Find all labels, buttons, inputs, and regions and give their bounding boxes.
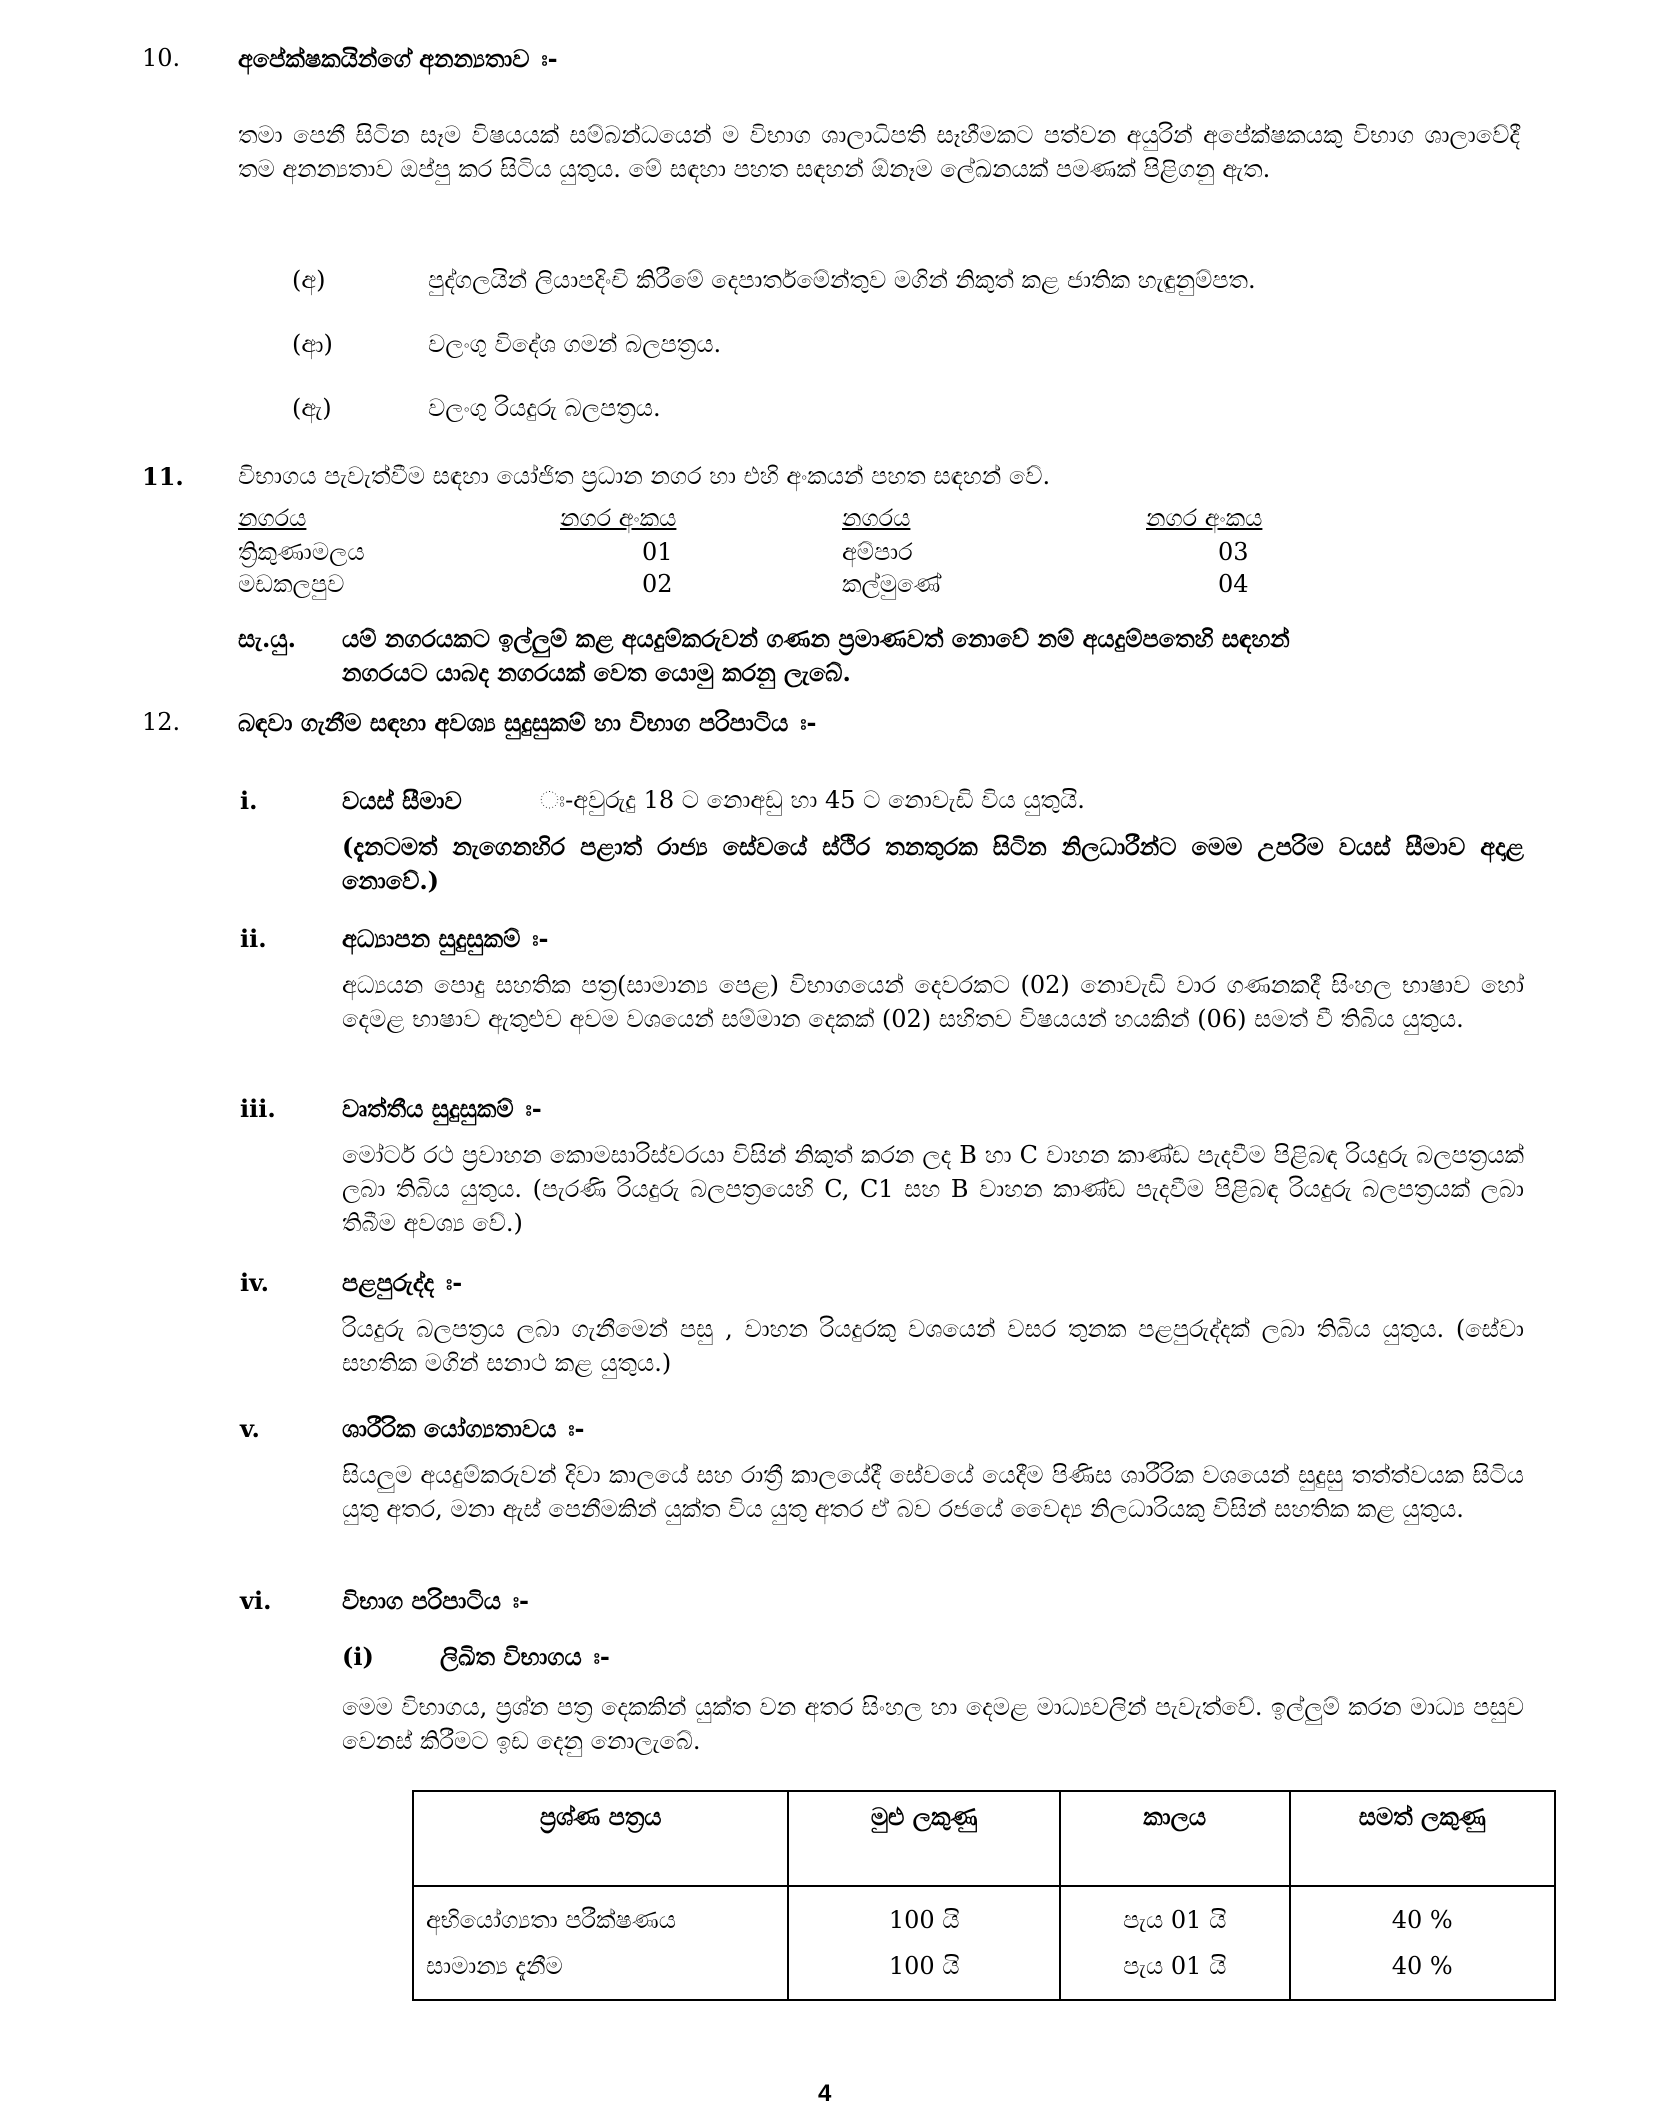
city-header: නගරය — [842, 504, 911, 532]
subsection-title-professional: වෘත්තීය සුදුසුකම් ඃ- — [342, 1094, 542, 1123]
section-12-number: 12. — [142, 708, 181, 736]
city-name: කල්මුණේ — [842, 570, 941, 598]
duration-cell — [1060, 1886, 1290, 2000]
page-number: 4 — [818, 2080, 832, 2107]
exam-sub-title-written: ලිඛිත විභාගය ඃ- — [440, 1642, 610, 1671]
professional-text: මෝටර් රථ ප්‍රවාහන කොමසාරිස්වරයා විසින් නිකුත් කරන ලද B හා C වාහන කාණ්ඩ පැදවීම පිළිබඳ රියදුරු බලපත්‍රයක් ලබා තිබිය යුතුය. (පැරණි රියදුරු බලපත්‍රයෙහි C, C1 සහ B වාහන කාණ්ඩ පැදවීම පිළිබඳ රියදුරු බලපත්‍රයක් ලබා තිබීම අවශ්‍ය වේ.) — [342, 1141, 1524, 1237]
subsection-title-age-limit: වයස් සීමාව — [342, 786, 462, 815]
city-header: නගරය — [238, 504, 307, 532]
subsection-title-education: අධ්‍යාපන සුදුසුකම් ඃ- — [342, 924, 549, 953]
city-number: 03 — [1218, 538, 1249, 566]
section-10-number: 10. — [142, 44, 181, 72]
column-header: මුළු ලකුණු — [788, 1791, 1059, 1886]
exam-table-body-row — [413, 1886, 1555, 2000]
section-11-number: 11. — [142, 462, 184, 491]
city-name: අම්පාර — [842, 538, 913, 566]
exam-table — [412, 1790, 1556, 2001]
section-10-heading: අපේක්ෂකයින්ගේ අනන්‍යතාව ඃ- — [238, 44, 558, 73]
city-number: 04 — [1218, 570, 1249, 598]
city-name: මඩකලපුව — [238, 570, 345, 598]
written-exam-text: මෙම විභාගය, ප්‍රශ්න පත්‍ර දෙකකින් යුක්ත වන අතර සිංහල හා දෙමළ මාධ්‍යවලින් පැවැත්වේ. ඉල්ලුම් කරන මාධ්‍ය පසුව වෙනස් කිරීමට ඉඩ දෙනු නොලැබේ. — [342, 1693, 1524, 1755]
subsection-number: i. — [240, 786, 258, 815]
id-item-label: (අ) — [292, 266, 326, 294]
subsection-number: iii. — [240, 1094, 276, 1123]
id-item-text: පුද්ගලයින් ලියාපදිංචි කිරීමේ දෙපාර්තමේන්තුව මගින් නිකුත් කළ ජාතික හැඳුනුම්පත. — [428, 266, 1256, 294]
note-line: යම් නගරයකට ඉල්ලුම් කළ අයදුම්කරුවන් ගණන ප්‍රමාණවත් නොවේ නම් අයදුම්පතෙහි සඳහන් — [342, 624, 1290, 653]
pass-marks-cell — [1290, 1886, 1556, 2000]
table-cell-text: පැය 01 යි — [1123, 1906, 1227, 1934]
id-item-text: වලංගු රියදුරු බලපත්‍රය. — [428, 394, 661, 422]
total-marks-cell — [788, 1886, 1059, 2000]
subsection-number: iv. — [240, 1268, 270, 1297]
table-cell-text: සාමාන්‍ය දැනීම — [426, 1952, 563, 1980]
note-label: සැ.යු. — [238, 624, 296, 653]
table-cell-text: 100 යි — [888, 1952, 960, 1980]
age-limit-text: ඃ-අවුරුදු 18 ට නොඅඩු හා 45 ට නොවැඩි විය යුතුයි. — [540, 786, 1085, 814]
experience-text: රියදුරු බලපත්‍රය ලබා ගැනීමෙන් පසු , වාහන රියදුරකු වශයෙන් වසර තුනක පළපුරුද්දක් ලබා තිබිය යුතුය. (සේවා සහතික මගින් සනාථ කළ යුතුය.) — [342, 1315, 1524, 1377]
table-cell-text: අභියෝග්‍යතා පරීක්ෂණය — [426, 1906, 676, 1934]
physical-fitness-text: සියලුම අයදුම්කරුවන් දිවා කාලයේ සහ රාත්‍රී කාලයේදී සේවයේ යෙදීම පිණිස ශාරීරික වශයෙන් සුදුසු තත්ත්වයක සිටිය යුතු අතර, මනා ඇස් පෙනීමකින් යුක්ත විය යුතු අතර ඒ බව රජයේ වෛද්‍ය නිලධාරියකු විසින් සහතික කළ යුතුය. — [342, 1461, 1524, 1523]
note-line: නගරයට යාබද නගරයක් වෙත යොමු කරනු ලැබේ. — [342, 658, 851, 687]
id-item-text: වලංගු විදේශ ගමන් බලපත්‍රය. — [428, 330, 722, 358]
subsection-title-exam-procedure: විභාග පරිපාටිය ඃ- — [342, 1586, 530, 1615]
exam-sub-number: (i) — [342, 1642, 374, 1671]
subsection-title-physical-fitness: ශාරීරික යෝග්‍යතාවය ඃ- — [342, 1414, 585, 1443]
city-number: 01 — [642, 538, 673, 566]
id-item-label: (ඇ) — [292, 394, 332, 422]
city-number-header: නගර අංකය — [560, 504, 677, 532]
city-number-header: නගර අංකය — [1146, 504, 1263, 532]
table-cell-text: 100 යි — [888, 1906, 960, 1934]
age-limit-note: (දැනටමත් නැගෙනහිර පළාත් රාජ්‍ය සේවයේ ස්ථිර තනතුරක සිටින නිලධාරීන්ට මෙම උපරිම වයස් සීමාව අදාළ නොවේ.) — [342, 832, 1524, 895]
id-item-label: (ආ) — [292, 330, 333, 358]
city-number: 02 — [642, 570, 673, 598]
paper-name-cell — [413, 1886, 788, 2000]
table-cell-text: පැය 01 යි — [1123, 1952, 1227, 1980]
exam-table-header-row — [413, 1791, 1555, 1886]
subsection-title-experience: පළපුරුද්ද ඃ- — [342, 1268, 463, 1297]
section-12-heading: බඳවා ගැනීම සඳහා අවශ්‍ය සුදුසුකම් හා විභාග පරිපාටිය ඃ- — [238, 708, 817, 737]
subsection-number: ii. — [240, 924, 267, 953]
column-header: කාලය — [1060, 1791, 1290, 1886]
education-text: අධ්‍යයන පොදු සහතික පත්‍ර(සාමාන්‍ය පෙළ) විභාගයෙන් දෙවරකට (02) නොවැඩි වාර ගණනකදී සිංහල භාෂාව හෝ දෙමළ භාෂාව ඇතුළුව අවම වශයෙන් සම්මාන දෙකක් (02) සහිතව විෂයයන් හයකින් (06) සමත් වී තිබිය යුතුය. — [342, 971, 1524, 1033]
column-header: සමත් ලකුණු — [1290, 1791, 1556, 1886]
section-10-paragraph: තමා පෙනී සිටින සෑම විෂයයක් සම්බන්ධයෙන් ම විභාග ශාලාධිපති සෑහීමකට පත්වන අයුරින් අපේක්ෂකයකු විභාග ශාලාවේදී තම අනන්‍යතාව ඔප්පු කර සිටිය යුතුය. මේ සඳහා පහත සඳහන් ඕනෑම ලේඛනයක් පමණක් පිළිගනු ඇත. — [238, 121, 1520, 183]
city-name: ත්‍රිකුණාමලය — [238, 538, 365, 566]
table-cell-text: 40 % — [1391, 1906, 1453, 1934]
table-cell-text: 40 % — [1391, 1952, 1453, 1980]
subsection-number: v. — [240, 1414, 260, 1443]
section-11-intro: විභාගය පැවැත්වීම සඳහා යෝජිත ප්‍රධාන නගර හා එහි අංකයන් පහත සඳහන් වේ. — [238, 462, 1051, 490]
subsection-number: vi. — [240, 1586, 272, 1615]
column-header: ප්‍රශ්ණ පත්‍රය — [413, 1791, 788, 1886]
